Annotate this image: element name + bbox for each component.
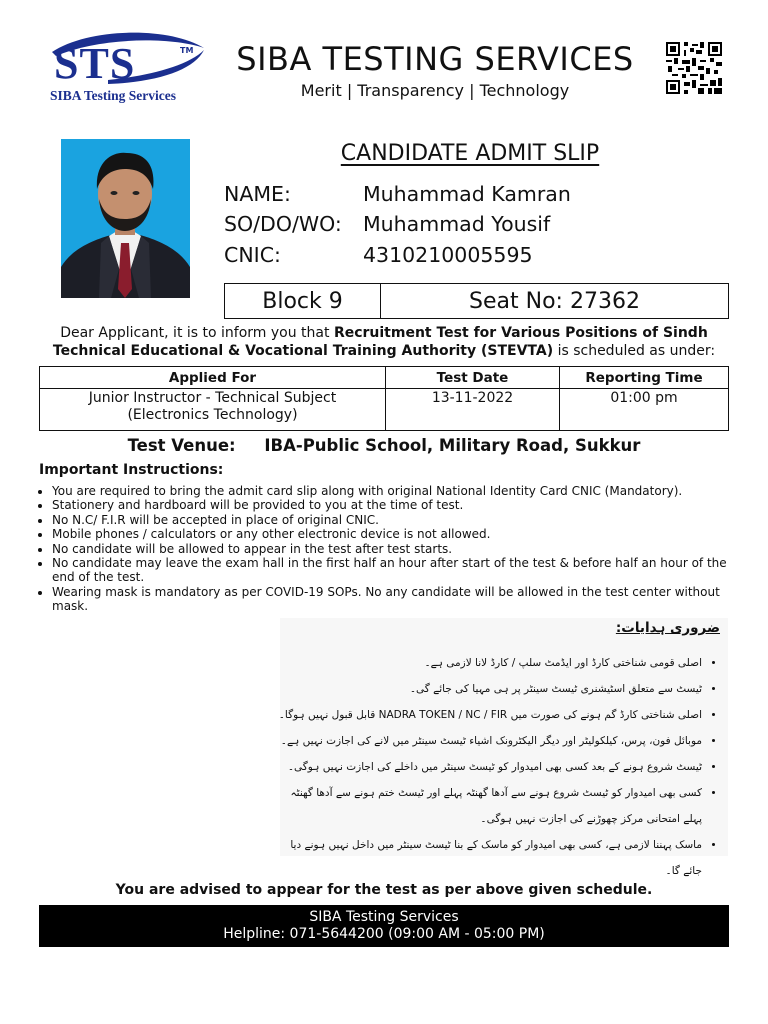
relation-label: SO/DO/WO: — [224, 212, 342, 236]
tagline: Merit | Transparency | Technology — [300, 81, 570, 100]
header-test-date: Test Date — [386, 367, 560, 389]
table-header-row — [40, 367, 729, 389]
name-label: NAME: — [224, 182, 291, 206]
relation-value: Muhammad Yousif — [363, 212, 551, 236]
list-item: • Wearing mask is mandatory as per COVID-19 SOPs. No any candidate will be allowed in the test center without mask. — [52, 585, 742, 614]
qr-code-icon — [666, 42, 722, 94]
list-item: • You are required to bring the admit card slip along with original National Identity Card CNIC (Mandatory). — [52, 484, 742, 498]
list-item: • Stationery and hardboard will be provided to you at the time of test. — [52, 498, 742, 512]
instructions-list — [38, 484, 742, 614]
test-venue — [40, 436, 728, 455]
venue-value: IBA-Public School, Military Road, Sukkur — [264, 436, 641, 455]
cell-reporting-time: 01:00 pm — [560, 389, 729, 431]
advise-note: You are advised to appear for the test as per above given schedule. — [115, 882, 653, 898]
list-item: • اصلی قومی شناختی کارڈ اور ایڈمٹ سلپ / کارڈ لانا لازمی ہے۔ — [276, 650, 702, 676]
intro-suffix: is scheduled as under: — [553, 342, 716, 359]
block-seat-box — [224, 283, 729, 319]
cnic-value: 4310210005595 — [363, 243, 533, 267]
list-item: • No candidate will be allowed to appear in the test after test starts. — [52, 542, 742, 556]
list-item: • ماسک پہننا لازمی ہے، کسی بھی امیدوار کو ماسک کے بنا ٹیسٹ سینٹر میں داخل نہیں ہونے دیا جائے گا۔ — [276, 832, 702, 884]
urdu-instructions — [278, 618, 728, 877]
footer-org-name: SIBA Testing Services — [309, 909, 459, 925]
header-reporting-time: Reporting Time — [560, 367, 729, 389]
logo-subtitle: SIBA Testing Services — [50, 88, 177, 103]
footer-helpline: Helpline: 071-5644200 (09:00 AM - 05:00 PM) — [223, 926, 545, 942]
applied-for-line1: Junior Instructor - Technical Subject — [88, 390, 337, 406]
table-row — [40, 389, 729, 431]
intro-paragraph — [40, 325, 728, 360]
list-item: • No candidate may leave the exam hall in the first half an hour after start of the test & before half an hour of the end of the test. — [52, 556, 742, 585]
header-applied-for: Applied For — [40, 367, 386, 389]
urdu-instructions-title: ضروری ہدایات: — [615, 620, 720, 636]
intro-prefix: Dear Applicant, it is to inform you that — [60, 325, 334, 341]
list-item: • موبائل فون، پرس، کیلکولیٹر اور دیگر الیکٹرونک اشیاء ٹیسٹ سینٹر میں لانے کی اجازت نہیں ہے۔ — [276, 728, 702, 754]
name-value: Muhammad Kamran — [363, 182, 571, 206]
schedule-table — [39, 366, 729, 431]
list-item: • No N.C/ F.I.R will be accepted in place of original CNIC. — [52, 513, 742, 527]
seat-number: Seat No: 27362 — [469, 288, 640, 314]
block-number: Block 9 — [225, 284, 381, 318]
urdu-instructions-list — [276, 650, 720, 884]
logo-text: STS — [54, 39, 136, 88]
logo-trademark: TM — [180, 46, 194, 55]
venue-label: Test Venue: — [127, 436, 236, 455]
footer-bar — [39, 905, 729, 947]
cell-applied-for — [40, 389, 386, 431]
cnic-label: CNIC: — [224, 243, 281, 267]
intro-test-name: Recruitment Test for Various Positions of Sindh Technical Educational & Vocational Training Authority (STEVTA) — [52, 325, 708, 359]
cell-test-date: 13-11-2022 — [386, 389, 560, 431]
org-title: SIBA TESTING SERVICES — [236, 40, 634, 78]
instructions-title: Important Instructions: — [39, 462, 224, 478]
applied-for-line2: (Electronics Technology) — [127, 407, 298, 423]
sts-logo — [48, 30, 208, 102]
list-item: • ٹیسٹ شروع ہونے کے بعد کسی بھی امیدوار کو ٹیسٹ سینٹر میں داخلے کی اجازت نہیں ہوگی۔ — [276, 754, 702, 780]
list-item: • اصلی شناختی کارڈ گم ہونے کی صورت میں NADRA TOKEN / NC / FIR قابل قبول نہیں ہوگا۔ — [276, 702, 702, 728]
slip-title: CANDIDATE ADMIT SLIP — [340, 141, 600, 166]
list-item: • Mobile phones / calculators or any other electronic device is not allowed. — [52, 527, 742, 541]
list-item: • کسی بھی امیدوار کو ٹیسٹ شروع ہونے سے آدھا گھنٹہ پہلے اور ٹیسٹ ختم ہونے سے آدھا گھنٹہ پہلے امتحانی مرکز چھوڑنے کی اجازت نہیں ہوگی۔ — [276, 780, 702, 832]
candidate-photo — [61, 139, 190, 298]
list-item: • ٹیسٹ سے متعلق اسٹیشنری ٹیسٹ سینٹر پر ہی مہیا کی جائے گی۔ — [276, 676, 702, 702]
